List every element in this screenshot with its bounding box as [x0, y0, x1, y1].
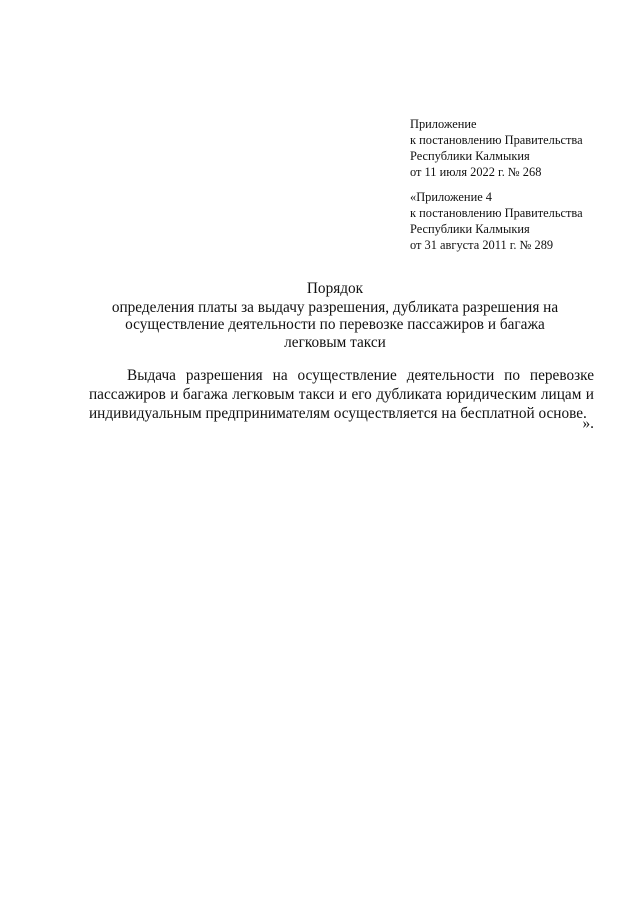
annex-header-current — [410, 116, 610, 180]
title-line: осуществление деятельности по перевозке пассажиров и багажа — [125, 316, 545, 334]
annex-label: «Приложение 4 — [410, 190, 492, 204]
annex-header-previous — [410, 189, 610, 253]
title-line: легковым такси — [284, 333, 386, 351]
annex-republic: Республики Калмыкия — [410, 222, 530, 236]
closing-quote: ». — [582, 415, 594, 432]
annex-label: Приложение — [410, 117, 477, 131]
annex-resolution-ref: к постановлению Правительства — [410, 206, 583, 220]
annex-date-number: от 11 июля 2022 г. № 268 — [410, 165, 542, 179]
body-paragraph: Выдача разрешения на осуществление деятельности по перевозке пассажиров и багажа легковым такси и его дубликата юридическим лицам и индивидуальным предпринимателям осуществляется на бесплатной основе. — [89, 367, 594, 422]
annex-date-number: от 31 августа 2011 г. № 289 — [410, 238, 554, 252]
annex-republic: Республики Калмыкия — [410, 149, 530, 163]
title-main: Порядок — [306, 280, 364, 297]
title-line: определения платы за выдачу разрешения, дубликата разрешения на — [111, 298, 559, 316]
document-title — [70, 280, 600, 351]
annex-resolution-ref: к постановлению Правительства — [410, 133, 583, 147]
